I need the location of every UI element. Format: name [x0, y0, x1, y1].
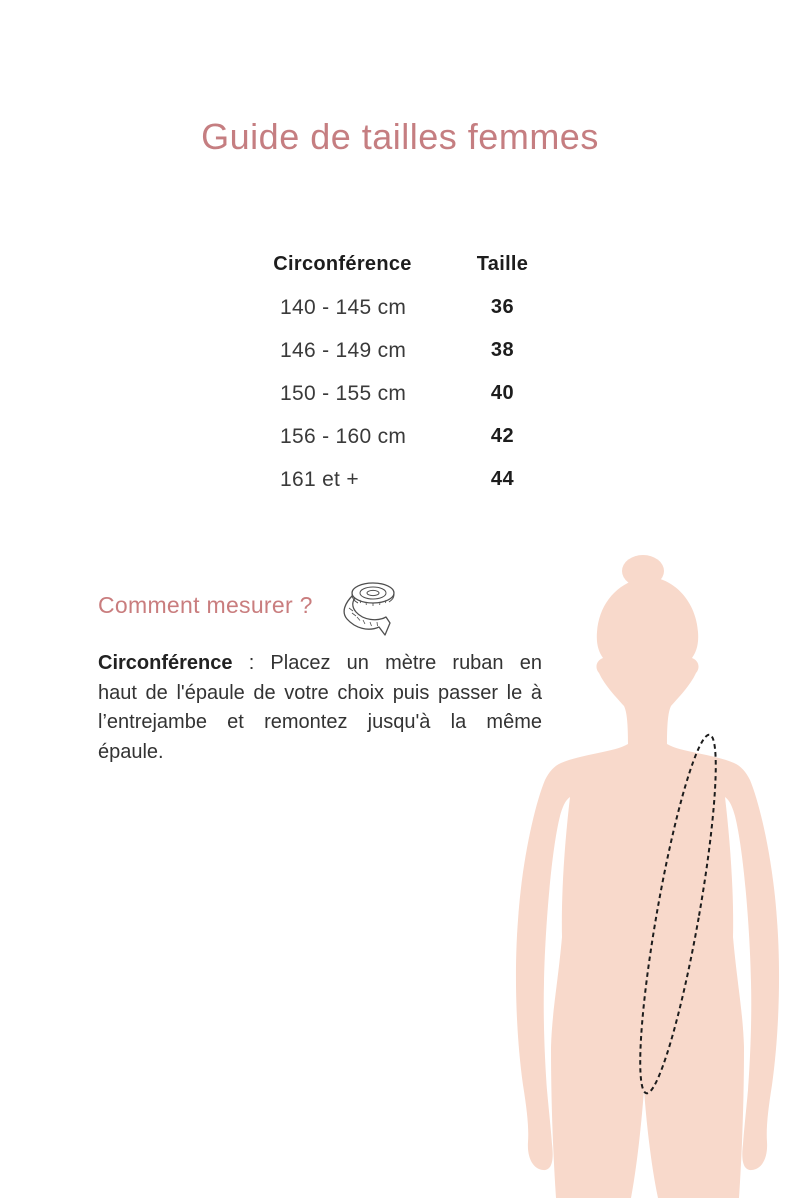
table-row: [245, 372, 565, 415]
table-row: [245, 415, 565, 458]
cell-circumference: 140 - 145 cm: [280, 295, 407, 319]
page-title: Guide de tailles femmes: [201, 116, 599, 157]
instructions-line: épaule.: [98, 740, 164, 763]
measuring-tape-icon: [340, 580, 400, 636]
how-to-measure-heading: Comment mesurer ?: [98, 592, 313, 618]
cell-size: 38: [490, 339, 515, 361]
body-silhouette-illustration: [490, 540, 800, 1198]
table-row: [245, 286, 565, 329]
header-size: Taille: [476, 252, 529, 275]
measure-instructions: [98, 649, 542, 767]
body-shape: [516, 577, 779, 1198]
cell-circumference: 161 et +: [280, 467, 359, 491]
table-header-row: [245, 242, 565, 286]
instructions-line: l’entrejambe et remontez jusqu'à la même: [98, 711, 542, 733]
cell-circumference: 150 - 155 cm: [280, 381, 407, 405]
header-circumference: Circonférence: [273, 252, 412, 275]
table-row: [245, 458, 565, 501]
cell-circumference: 156 - 160 cm: [280, 424, 407, 448]
cell-size: 44: [490, 468, 515, 490]
instructions-line1-rest: : Placez un mètre ruban en: [232, 652, 542, 674]
instructions-line: haut de l'épaule de votre choix puis passer le à: [98, 681, 542, 704]
instructions-line: [98, 649, 542, 679]
cell-size: 42: [490, 425, 515, 447]
table-row: [245, 329, 565, 372]
cell-size: 36: [490, 296, 515, 318]
cell-circumference: 146 - 149 cm: [280, 338, 407, 362]
size-table: [245, 242, 565, 501]
instructions-lead: Circonférence: [98, 652, 233, 674]
cell-size: 40: [490, 382, 515, 404]
